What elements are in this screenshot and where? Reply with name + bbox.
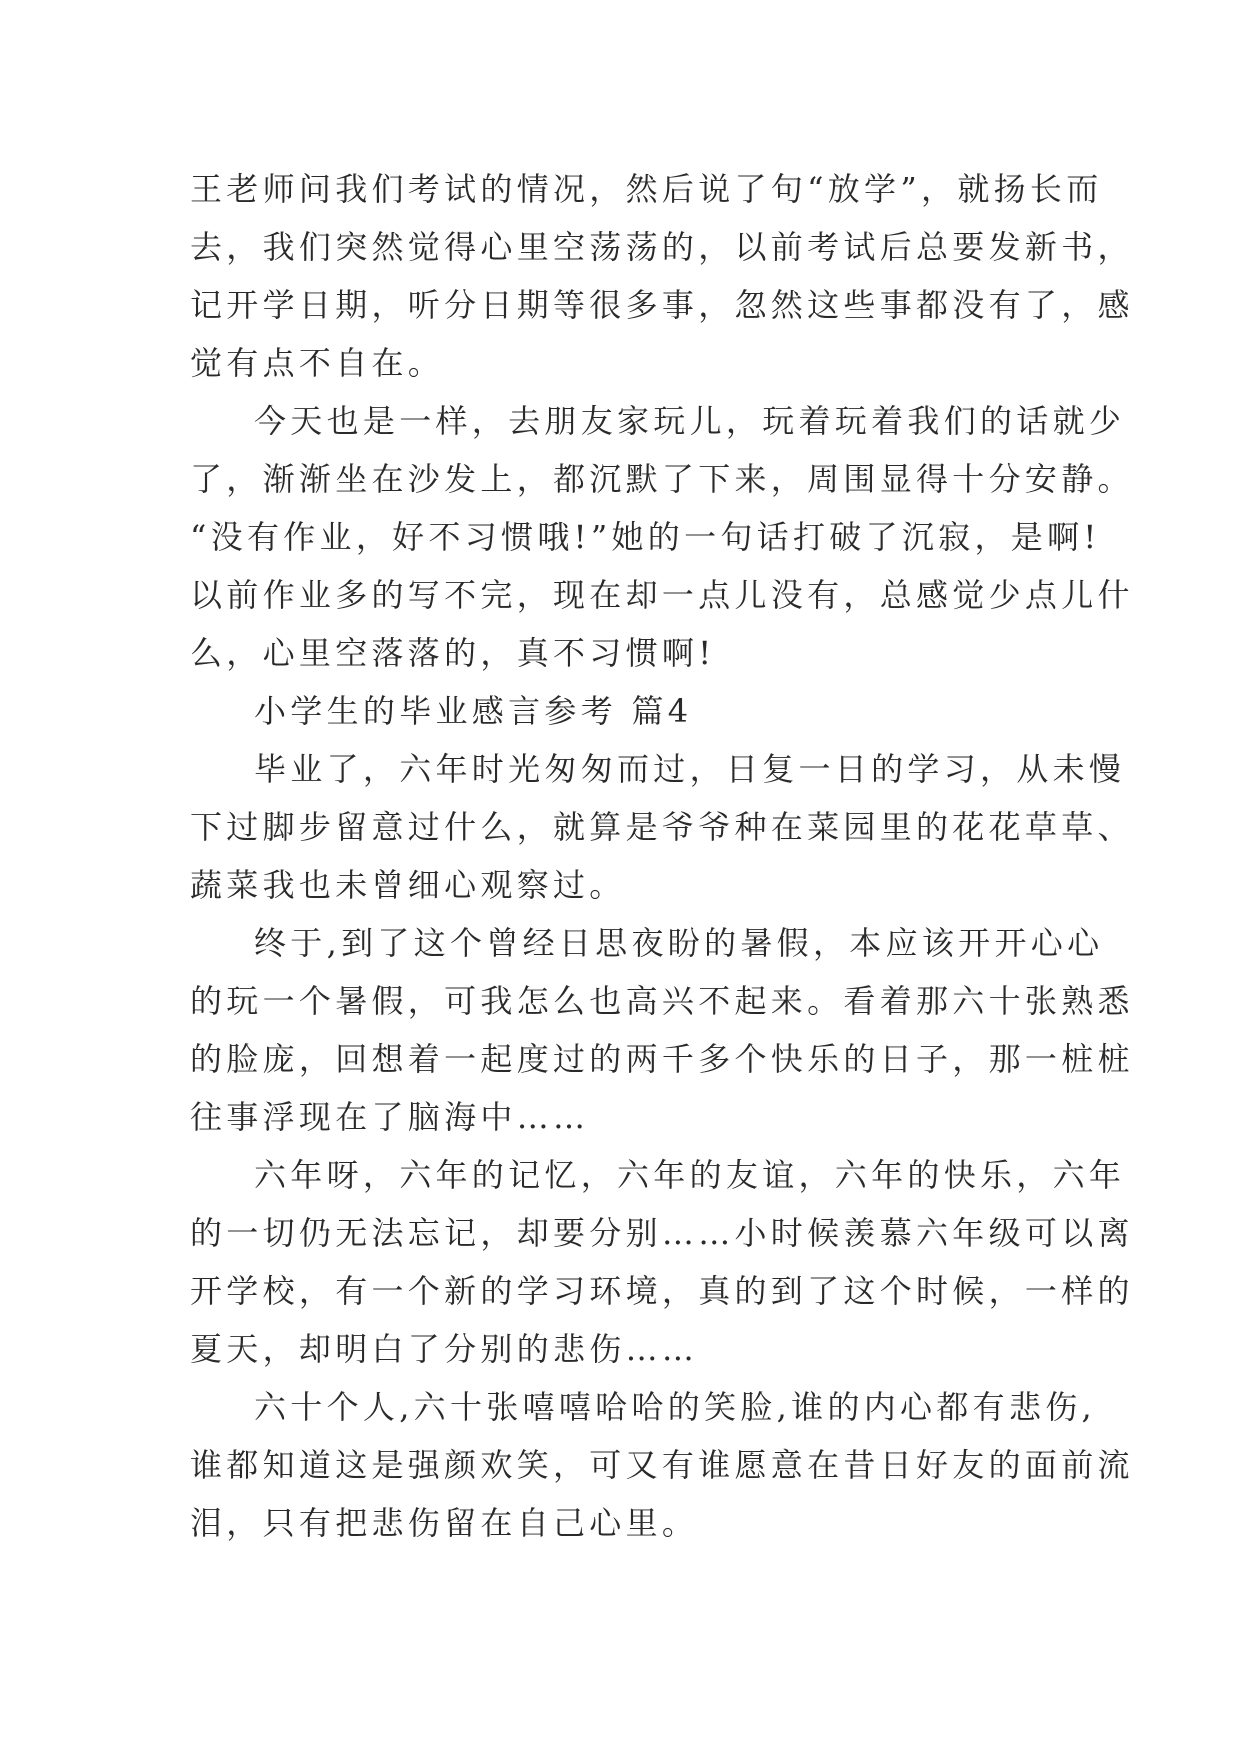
text-line: 泪，只有把悲伤留在自己心里。 xyxy=(190,1504,699,1542)
text-line: 的脸庞，回想着一起度过的两千多个快乐的日子，那一桩桩 xyxy=(190,1040,1134,1078)
text-line: 以前作业多的写不完，现在却一点儿没有，总感觉少点儿什 xyxy=(190,576,1134,614)
section-heading: 小学生的毕业感言参考 篇4 xyxy=(254,692,693,730)
text-line: 了，渐渐坐在沙发上，都沉默了下来，周围显得十分安静。 xyxy=(190,460,1134,498)
text-line: 往事浮现在了脑海中…… xyxy=(190,1098,590,1136)
text-line: 夏天，却明白了分别的悲伤…… xyxy=(190,1330,699,1368)
text-line: 开学校，有一个新的学习环境，真的到了这个时候，一样的 xyxy=(190,1272,1134,1310)
text-line: 么，心里空落落的，真不习惯啊! xyxy=(190,634,716,672)
text-line: 六十个人,六十张嘻嘻哈哈的笑脸,谁的内心都有悲伤, xyxy=(254,1388,1097,1426)
text-line: 终于,到了这个曾经日思夜盼的暑假，本应该开开心心 xyxy=(254,924,1104,962)
text-line: 去，我们突然觉得心里空荡荡的，以前考试后总要发新书， xyxy=(190,228,1134,266)
text-line: “没有作业，好不习惯哦!”她的一句话打破了沉寂，是啊! xyxy=(190,518,1101,556)
text-line: 下过脚步留意过什么，就算是爷爷种在菜园里的花花草草、 xyxy=(190,808,1134,846)
text-line: 谁都知道这是强颜欢笑，可又有谁愿意在昔日好友的面前流 xyxy=(190,1446,1134,1484)
text-line: 蔬菜我也未曾细心观察过。 xyxy=(190,866,626,904)
text-line: 的玩一个暑假，可我怎么也高兴不起来。看着那六十张熟悉 xyxy=(190,982,1134,1020)
text-line: 王老师问我们考试的情况，然后说了句“放学”，就扬长而 xyxy=(190,170,1103,208)
document-body xyxy=(190,160,1134,1552)
text-line: 记开学日期，听分日期等很多事，忽然这些事都没有了，感 xyxy=(190,286,1134,324)
text-line: 觉有点不自在。 xyxy=(190,344,445,382)
text-line: 毕业了，六年时光匆匆而过，日复一日的学习，从未慢 xyxy=(254,750,1126,788)
text-line: 今天也是一样，去朋友家玩儿，玩着玩着我们的话就少 xyxy=(254,402,1126,440)
text-line: 六年呀，六年的记忆，六年的友谊，六年的快乐，六年 xyxy=(254,1156,1126,1194)
text-line: 的一切仍无法忘记，却要分别……小时候羡慕六年级可以离 xyxy=(190,1214,1134,1252)
